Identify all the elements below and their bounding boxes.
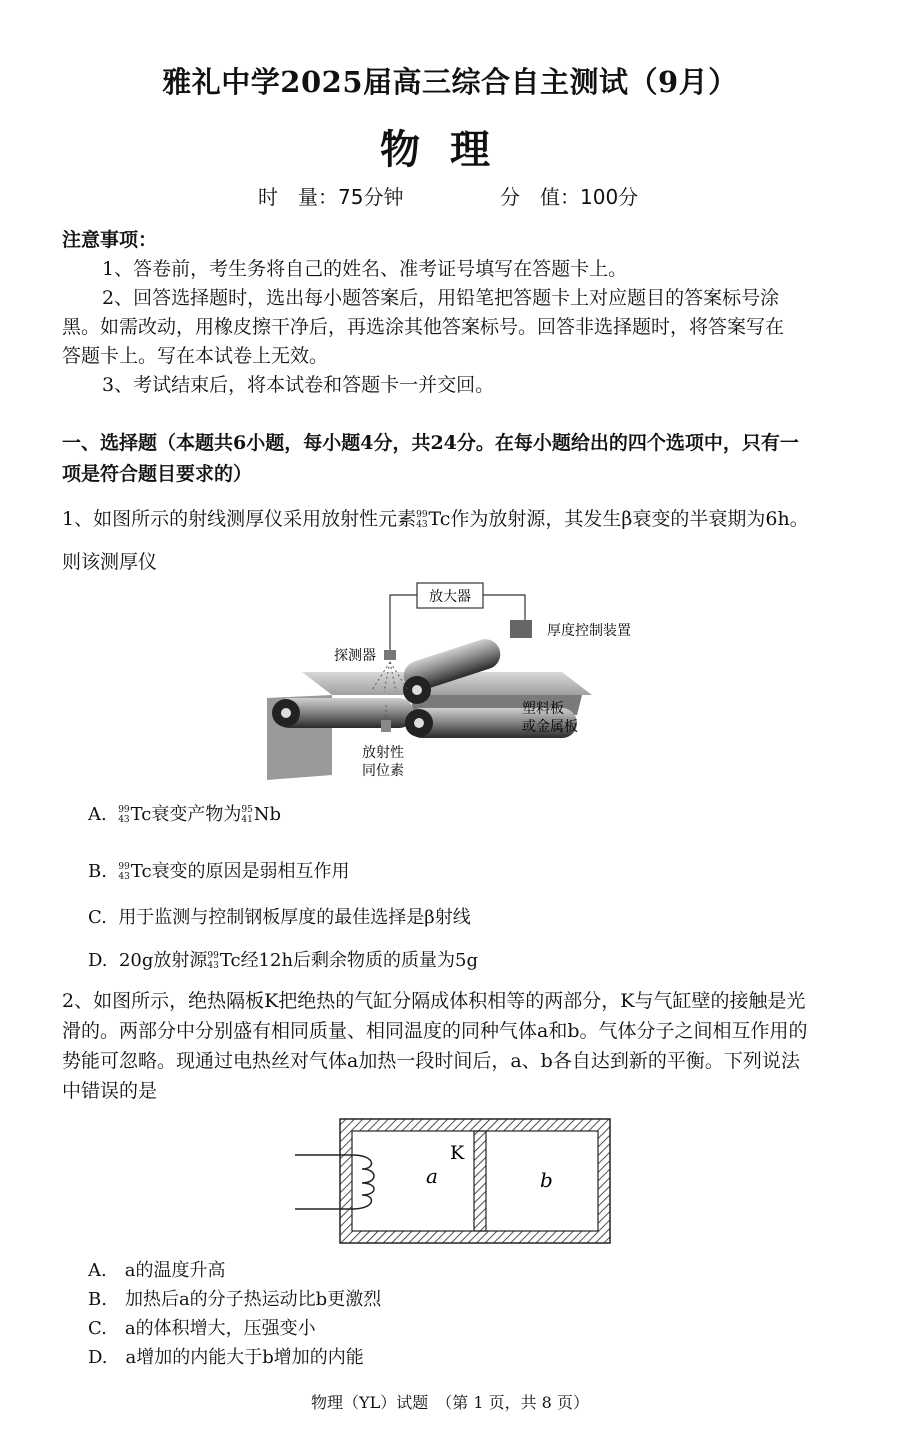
partition-k bbox=[474, 1131, 486, 1231]
q2-stem-line-1: 2、如图所示，绝热隔板K把绝热的气缸分隔成体积相等的两部分，K与气缸壁的接触是光 bbox=[62, 990, 806, 1012]
plate-label-2: 或金属板 bbox=[522, 719, 578, 735]
q1-stem-line-2: 则该测厚仪 bbox=[62, 551, 158, 573]
notice-item-2-line-3: 答题卡上。写在本试卷上无效。 bbox=[62, 345, 329, 367]
notice-heading: 注意事项： bbox=[62, 229, 158, 251]
partition-k-label: K bbox=[450, 1142, 465, 1164]
q1-option-b: B. 99 43 Tc衰变的原因是弱相互作用 bbox=[88, 861, 350, 882]
detector-label: 探测器 bbox=[334, 648, 376, 664]
q2-option-b: B. 加热后a的分子热运动比b更激烈 bbox=[88, 1289, 382, 1310]
q2-stem-line-2: 滑的。两部分中分别盛有相同质量、相同温度的同种气体a和b。气体分子之间相互作用的 bbox=[62, 1020, 808, 1042]
time-limit: 时 量：75分钟 bbox=[258, 185, 404, 209]
thickness-gauge-figure bbox=[262, 580, 652, 785]
notice-item-1: 1、答卷前，考生务将自己的姓名、准考证号填写在答题卡上。 bbox=[102, 258, 628, 280]
q1-stem-line-1: 1、如图所示的射线测厚仪采用放射性元素 99 43 Tc作为放射源，其发生β衰变的半衰期为6h。 bbox=[62, 508, 809, 530]
plate-label-1: 塑料板 bbox=[522, 701, 564, 717]
controller-icon bbox=[510, 620, 532, 638]
notice-item-2-line-2: 黑。如需改动，用橡皮擦干净后，再选涂其他答案标号。回答非选择题时，将答案写在 bbox=[62, 316, 785, 338]
section-heading-line-1: 一、选择题（本题共6小题，每小题4分，共24分。在每小题给出的四个选项中，只有一 bbox=[62, 432, 799, 454]
source-icon bbox=[381, 720, 391, 732]
exam-title: 雅礼中学2025届高三综合自主测试（9月） bbox=[162, 65, 738, 99]
section-heading-line-2: 项是符合题目要求的） bbox=[62, 463, 253, 485]
notice-item-2-line-1: 2、回答选择题时，选出每小题答案后，用铅笔把答题卡上对应题目的答案标号涂 bbox=[102, 287, 780, 309]
cylinder-figure bbox=[290, 1115, 620, 1247]
q2-option-d: D. a增加的内能大于b增加的内能 bbox=[88, 1347, 364, 1368]
q1-option-d: D. 20g放射源 99 43 Tc经12h后剩余物质的质量为5g bbox=[88, 950, 479, 971]
tc-nuclide-index: 99 43 bbox=[416, 510, 428, 530]
detector-icon bbox=[384, 650, 396, 660]
controller-label: 厚度控制装置 bbox=[547, 623, 631, 639]
source-label-2: 同位素 bbox=[362, 763, 404, 779]
q1-option-a: A. 99 43 Tc衰变产物为 95 41 Nb bbox=[88, 804, 282, 825]
q2-stem-line-4: 中错误的是 bbox=[62, 1080, 158, 1102]
gas-b-label: b bbox=[540, 1168, 553, 1192]
subject-title: 物理 bbox=[380, 126, 520, 173]
q2-option-a: A. a的温度升高 bbox=[88, 1260, 226, 1281]
source-label-1: 放射性 bbox=[362, 745, 404, 761]
amplifier-label: 放大器 bbox=[429, 589, 471, 605]
q2-option-c: C. a的体积增大，压强变小 bbox=[88, 1318, 316, 1339]
notice-item-3: 3、考试结束后，将本试卷和答题卡一并交回。 bbox=[102, 374, 495, 396]
gas-a-label: a bbox=[426, 1164, 438, 1188]
page-footer: 物理（YL）试题 （第 1 页，共 8 页） bbox=[311, 1393, 589, 1412]
q2-stem-line-3: 势能可忽略。现通过电热丝对气体a加热一段时间后，a、b各自达到新的平衡。下列说法 bbox=[62, 1050, 800, 1072]
total-score: 分 值：100分 bbox=[500, 185, 639, 209]
q1-option-c: C. 用于监测与控制钢板厚度的最佳选择是β射线 bbox=[88, 907, 471, 928]
